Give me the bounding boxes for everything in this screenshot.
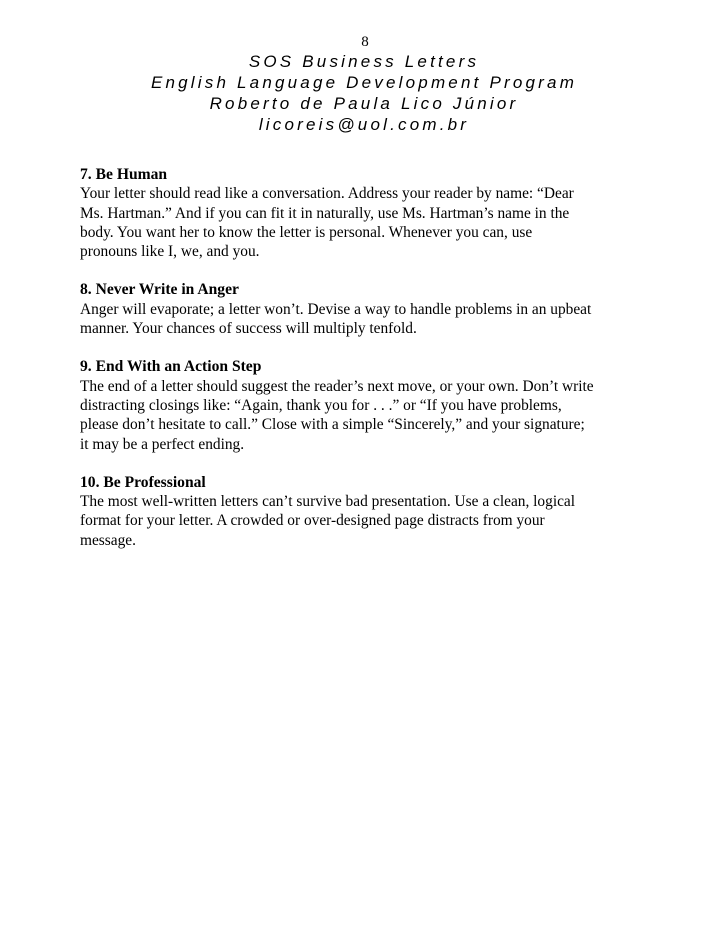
author-email: licoreis@uol.com.br bbox=[258, 115, 470, 134]
section-never-write-in-anger bbox=[80, 280, 660, 338]
paragraph-line: Ms. Hartman.” And if you can fit it in naturally, use Ms. Hartman’s name in the bbox=[80, 204, 570, 222]
paragraph-line: Your letter should read like a conversation. Address your reader by name: “Dear bbox=[80, 185, 574, 203]
section-heading: 9. End With an Action Step bbox=[80, 358, 262, 376]
paragraph-line: format for your letter. A crowded or over-designed page distracts from your bbox=[80, 512, 545, 530]
paragraph-line: message. bbox=[80, 531, 136, 549]
document-title: SOS Business Letters bbox=[248, 52, 480, 71]
body-content bbox=[80, 165, 660, 569]
paragraph-line: pronouns like I, we, and you. bbox=[80, 243, 260, 261]
paragraph-line: manner. Your chances of success will multiply tenfold. bbox=[80, 320, 417, 338]
paragraph-line: body. You want her to know the letter is personal. Whenever you can, use bbox=[80, 223, 533, 241]
section-heading: 8. Never Write in Anger bbox=[80, 281, 239, 299]
page-number: 8 bbox=[361, 34, 369, 50]
paragraph-line: The most well-written letters can’t survive bad presentation. Use a clean, logical bbox=[80, 493, 576, 511]
paragraph-line: distracting closings like: “Again, thank you for . . .” or “If you have problems, bbox=[80, 396, 562, 414]
author-name: Roberto de Paula Lico Júnior bbox=[209, 94, 519, 113]
program-name: English Language Development Program bbox=[150, 73, 578, 92]
paragraph-line: it may be a perfect ending. bbox=[80, 435, 245, 453]
section-end-with-action-step bbox=[80, 357, 660, 453]
paragraph-line: please don’t hesitate to call.” Close with a simple “Sincerely,” and your signature; bbox=[80, 416, 585, 434]
section-be-human bbox=[80, 165, 660, 261]
paragraph-line: Anger will evaporate; a letter won’t. Devise a way to handle problems in an upbeat bbox=[80, 300, 592, 318]
section-heading: 10. Be Professional bbox=[80, 473, 206, 491]
page-header bbox=[0, 34, 728, 135]
section-be-professional bbox=[80, 473, 660, 550]
section-heading: 7. Be Human bbox=[80, 166, 168, 183]
paragraph-line: The end of a letter should suggest the reader’s next move, or your own. Don’t write bbox=[80, 377, 594, 395]
